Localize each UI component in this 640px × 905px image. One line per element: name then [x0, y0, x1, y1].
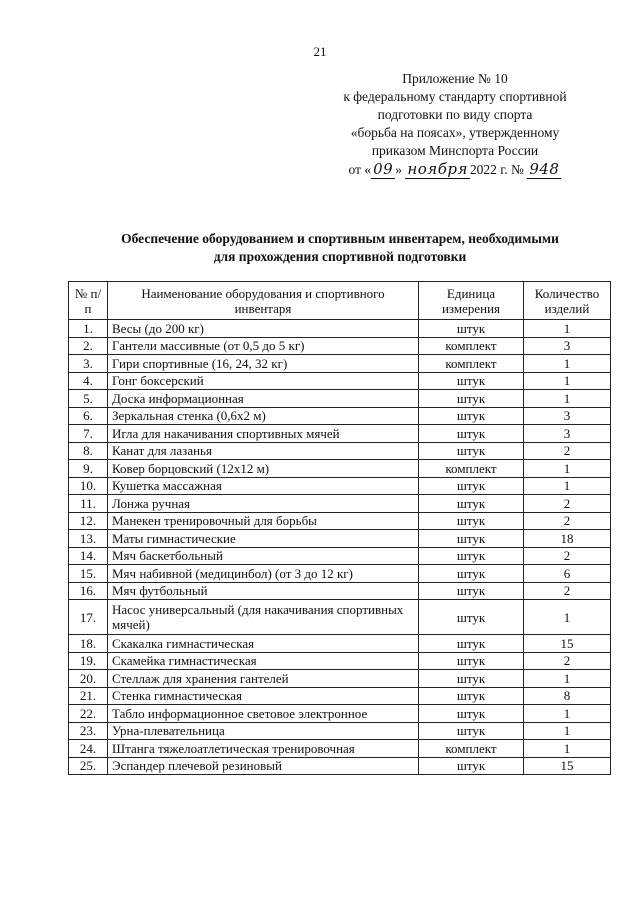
item-unit: штук: [419, 530, 524, 548]
item-quantity: 1: [524, 355, 611, 373]
item-name: Стеллаж для хранения гантелей: [108, 670, 419, 688]
item-quantity: 1: [524, 670, 611, 688]
item-unit: комплект: [419, 337, 524, 355]
item-quantity: 1: [524, 390, 611, 408]
item-quantity: 1: [524, 740, 611, 758]
item-unit: штук: [419, 477, 524, 495]
item-unit: штук: [419, 320, 524, 338]
table-row: [69, 407, 611, 425]
table-row: [69, 582, 611, 600]
item-unit: штук: [419, 495, 524, 513]
item-name: Мяч набивной (медицинбол) (от 3 до 12 кг): [108, 565, 419, 583]
item-unit: штук: [419, 582, 524, 600]
item-unit: комплект: [419, 740, 524, 758]
row-number: 13.: [69, 530, 108, 548]
item-unit: штук: [419, 722, 524, 740]
table-row: [69, 652, 611, 670]
item-unit: штук: [419, 390, 524, 408]
row-number: 17.: [69, 600, 108, 635]
table-row: [69, 442, 611, 460]
row-number: 23.: [69, 722, 108, 740]
row-number: 18.: [69, 635, 108, 653]
table-row: [69, 477, 611, 495]
row-number: 9.: [69, 460, 108, 478]
item-quantity: 1: [524, 722, 611, 740]
header-unit: Единица измерения: [419, 282, 524, 320]
row-number: 14.: [69, 547, 108, 565]
header-num: № п/п: [69, 282, 108, 320]
table-header-row: [69, 282, 611, 320]
row-number: 21.: [69, 687, 108, 705]
row-number: 10.: [69, 477, 108, 495]
item-name: Доска информационная: [108, 390, 419, 408]
item-name: Скамейка гимнастическая: [108, 652, 419, 670]
item-quantity: 18: [524, 530, 611, 548]
item-name: Игла для накачивания спортивных мячей: [108, 425, 419, 443]
item-name: Ковер борцовский (12x12 м): [108, 460, 419, 478]
row-number: 7.: [69, 425, 108, 443]
row-number: 3.: [69, 355, 108, 373]
row-number: 16.: [69, 582, 108, 600]
item-name: Штанга тяжелоатлетическая тренировочная: [108, 740, 419, 758]
row-number: 15.: [69, 565, 108, 583]
table-row: [69, 565, 611, 583]
item-unit: штук: [419, 652, 524, 670]
item-unit: штук: [419, 547, 524, 565]
handwritten-month: ноября: [407, 160, 468, 178]
item-unit: комплект: [419, 355, 524, 373]
item-unit: штук: [419, 687, 524, 705]
table-row: [69, 705, 611, 723]
row-number: 11.: [69, 495, 108, 513]
item-quantity: 2: [524, 582, 611, 600]
appendix-header: [305, 70, 605, 179]
item-name: Эспандер плечевой резиновый: [108, 757, 419, 775]
document-title: [60, 230, 620, 266]
item-quantity: 1: [524, 705, 611, 723]
appendix-line: к федеральному стандарту спортивной: [343, 89, 567, 104]
item-quantity: 1: [524, 477, 611, 495]
title-line: Обеспечение оборудованием и спортивным инвентарем, необходимыми: [121, 231, 559, 246]
item-quantity: 1: [524, 460, 611, 478]
table-row: [69, 635, 611, 653]
item-unit: штук: [419, 565, 524, 583]
year-text: 2022 г. №: [469, 162, 524, 177]
item-quantity: 2: [524, 495, 611, 513]
handwritten-order-number: 948: [529, 160, 560, 178]
title-line: для прохождения спортивной подготовки: [213, 249, 467, 264]
table-row: [69, 740, 611, 758]
date-prefix: от «: [348, 162, 372, 177]
item-name: Мяч футбольный: [108, 582, 419, 600]
table-row: [69, 425, 611, 443]
item-unit: штук: [419, 757, 524, 775]
item-quantity: 2: [524, 652, 611, 670]
item-quantity: 2: [524, 442, 611, 460]
item-name: Мяч баскетбольный: [108, 547, 419, 565]
row-number: 12.: [69, 512, 108, 530]
row-number: 25.: [69, 757, 108, 775]
appendix-line: приказом Минспорта России: [371, 143, 539, 158]
order-date-line: [305, 160, 605, 179]
row-number: 1.: [69, 320, 108, 338]
item-name: Кушетка массажная: [108, 477, 419, 495]
item-name: Маты гимнастические: [108, 530, 419, 548]
handwritten-day: 09: [373, 160, 394, 178]
item-unit: штук: [419, 425, 524, 443]
table-row: [69, 495, 611, 513]
appendix-line: Приложение № 10: [402, 71, 508, 86]
item-unit: штук: [419, 635, 524, 653]
appendix-line: подготовки по виду спорта: [377, 107, 533, 122]
table-row: [69, 547, 611, 565]
row-number: 24.: [69, 740, 108, 758]
table-row: [69, 530, 611, 548]
item-name: Гири спортивные (16, 24, 32 кг): [108, 355, 419, 373]
date-mid: »: [395, 162, 402, 177]
item-quantity: 8: [524, 687, 611, 705]
table-row: [69, 337, 611, 355]
item-quantity: 2: [524, 547, 611, 565]
header-name: Наименование оборудования и спортивного инвентаря: [108, 282, 419, 320]
item-unit: штук: [419, 407, 524, 425]
item-name: Весы (до 200 кг): [108, 320, 419, 338]
item-unit: штук: [419, 372, 524, 390]
table-row: [69, 757, 611, 775]
item-quantity: 15: [524, 757, 611, 775]
item-unit: комплект: [419, 460, 524, 478]
table-row: [69, 320, 611, 338]
page-number: 21: [313, 44, 327, 59]
row-number: 20.: [69, 670, 108, 688]
item-name: Канат для лазанья: [108, 442, 419, 460]
table-row: [69, 722, 611, 740]
item-name: Лонжа ручная: [108, 495, 419, 513]
item-name: Манекен тренировочный для борьбы: [108, 512, 419, 530]
item-name: Зеркальная стенка (0,6x2 м): [108, 407, 419, 425]
table-row: [69, 600, 611, 635]
header-qty: Количество изделий: [524, 282, 611, 320]
item-unit: штук: [419, 670, 524, 688]
table-row: [69, 512, 611, 530]
table-row: [69, 670, 611, 688]
item-quantity: 3: [524, 425, 611, 443]
item-quantity: 1: [524, 320, 611, 338]
item-name: Скакалка гимнастическая: [108, 635, 419, 653]
item-quantity: 1: [524, 372, 611, 390]
item-name: Насос универсальный (для накачивания спортивных мячей): [108, 600, 419, 635]
item-name: Гантели массивные (от 0,5 до 5 кг): [108, 337, 419, 355]
row-number: 2.: [69, 337, 108, 355]
item-name: Гонг боксерский: [108, 372, 419, 390]
row-number: 8.: [69, 442, 108, 460]
item-name: Стенка гимнастическая: [108, 687, 419, 705]
item-name: Урна-плевательница: [108, 722, 419, 740]
item-quantity: 1: [524, 600, 611, 635]
row-number: 6.: [69, 407, 108, 425]
item-quantity: 3: [524, 407, 611, 425]
row-number: 5.: [69, 390, 108, 408]
row-number: 4.: [69, 372, 108, 390]
item-quantity: 15: [524, 635, 611, 653]
item-name: Табло информационное световое электронное: [108, 705, 419, 723]
item-unit: штук: [419, 600, 524, 635]
item-quantity: 3: [524, 337, 611, 355]
item-unit: штук: [419, 705, 524, 723]
table-body: [69, 320, 611, 775]
table-row: [69, 460, 611, 478]
item-unit: штук: [419, 512, 524, 530]
item-quantity: 2: [524, 512, 611, 530]
row-number: 19.: [69, 652, 108, 670]
table-row: [69, 355, 611, 373]
table-row: [69, 372, 611, 390]
row-number: 22.: [69, 705, 108, 723]
item-quantity: 6: [524, 565, 611, 583]
item-unit: штук: [419, 442, 524, 460]
appendix-line: «борьба на поясах», утвержденному: [350, 125, 560, 140]
table-row: [69, 390, 611, 408]
table-row: [69, 687, 611, 705]
equipment-table: [68, 281, 611, 775]
